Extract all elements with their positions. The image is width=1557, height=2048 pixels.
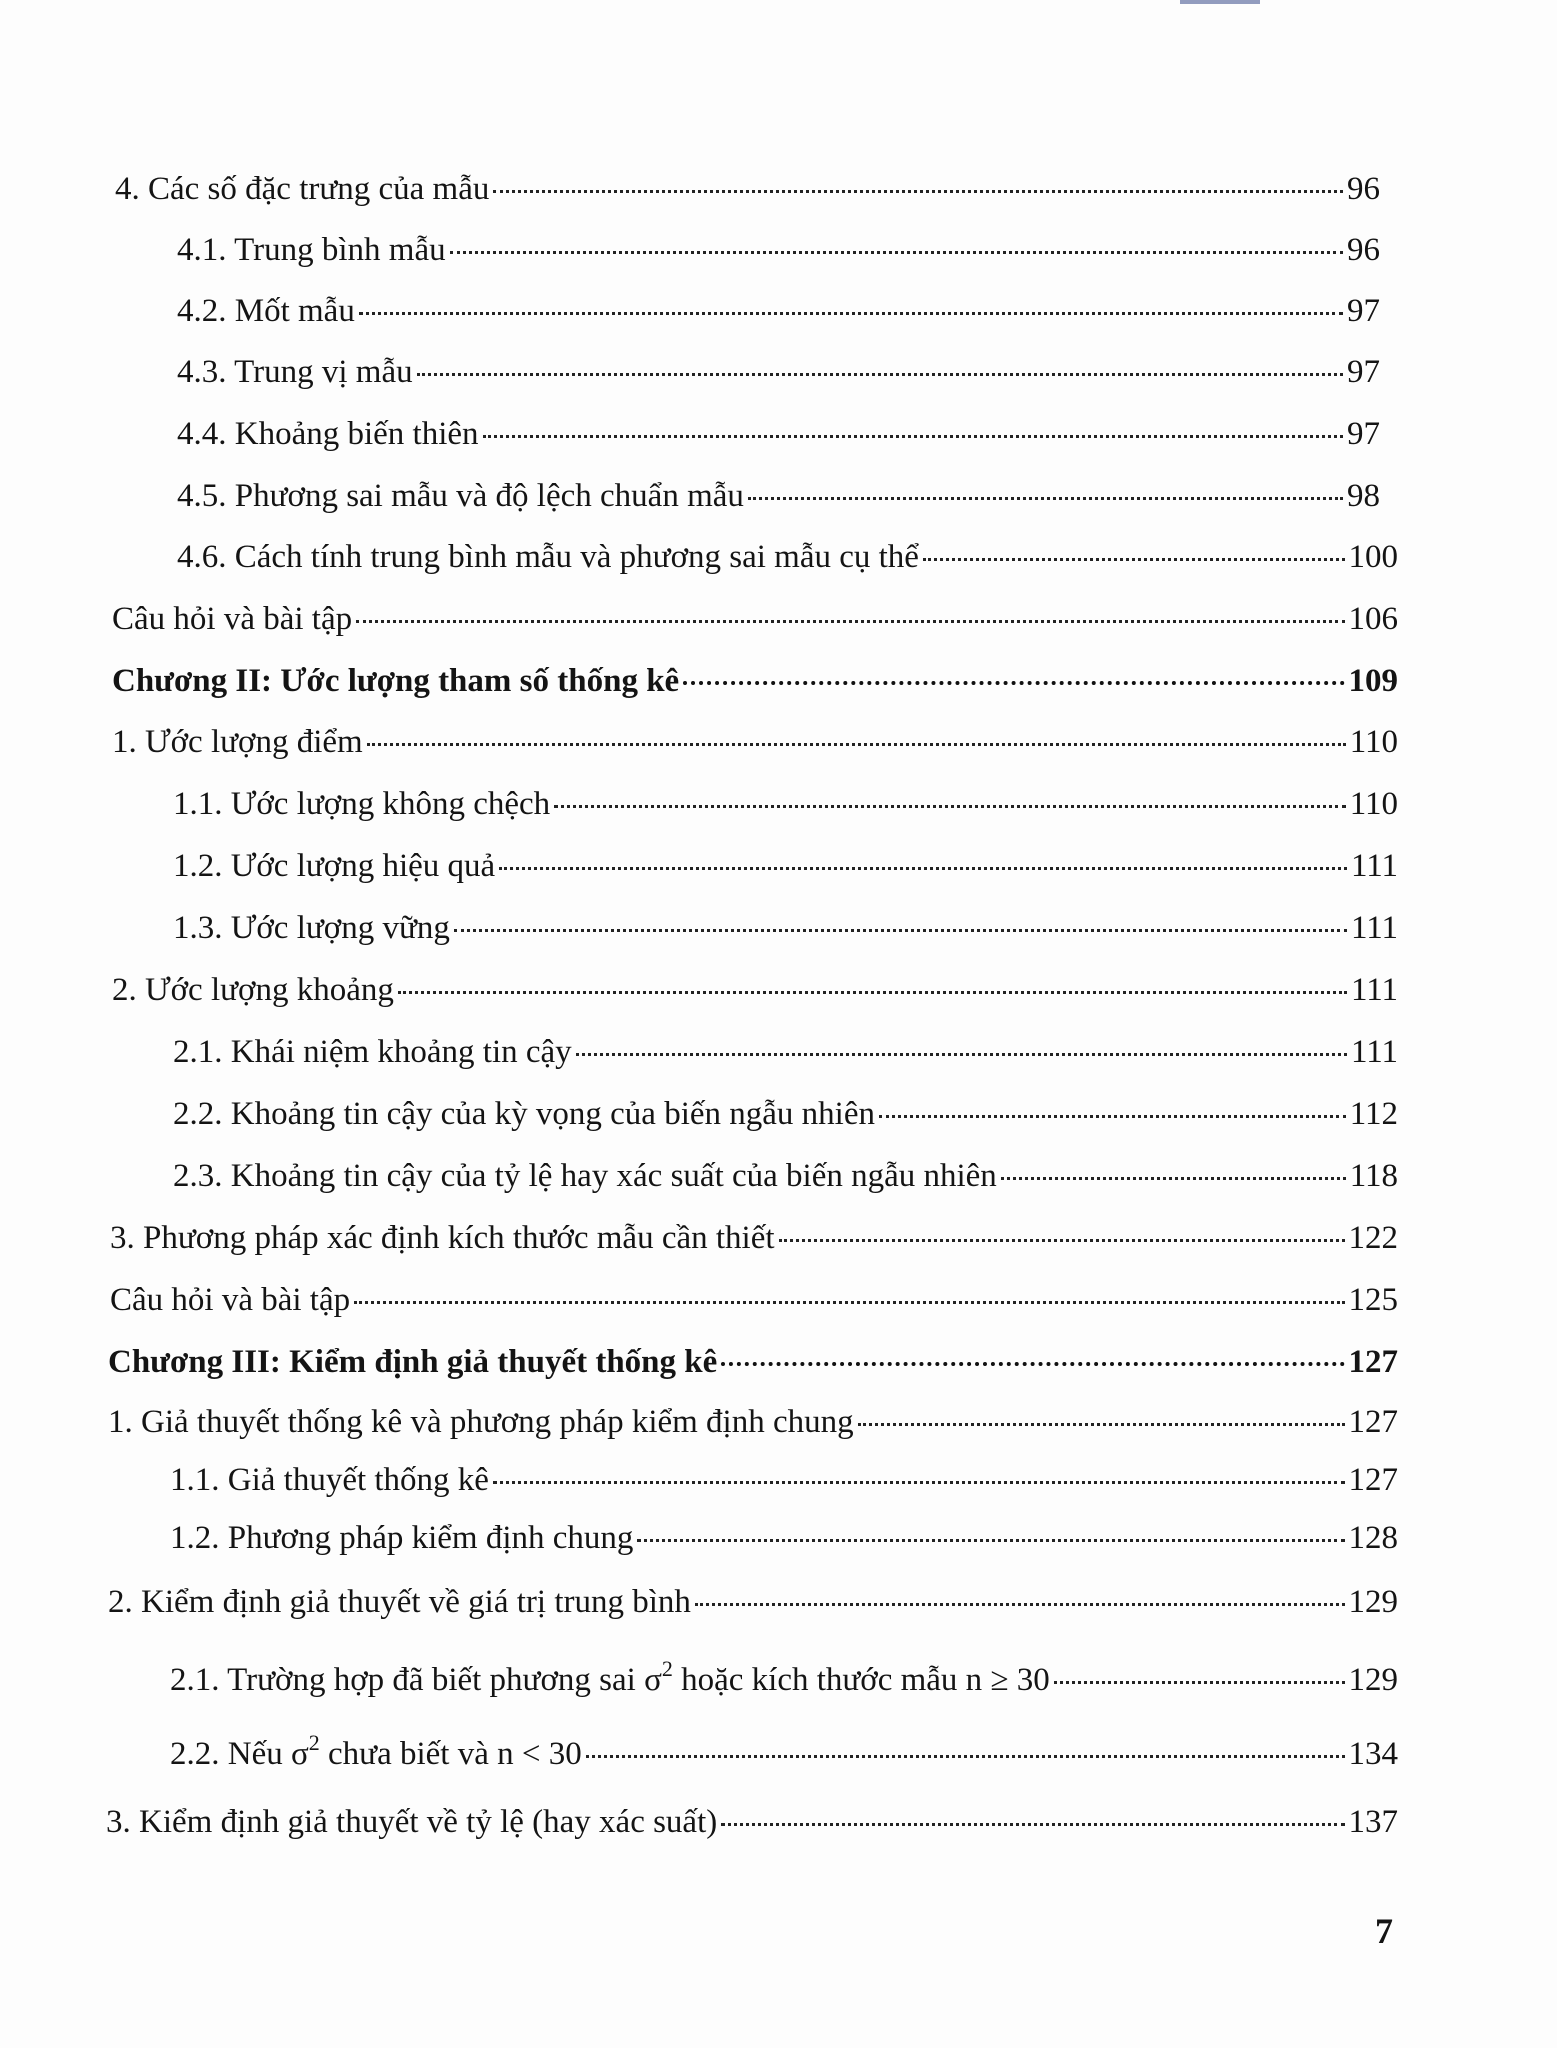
toc-entry-title: 2.3. Khoảng tin cậy của tỷ lệ hay xác suất của biến ngẫu nhiên: [173, 1158, 997, 1194]
toc-entry-page: 96: [1347, 171, 1380, 207]
toc-entry-title: 1. Giả thuyết thống kê và phương pháp kiểm định chung: [108, 1404, 854, 1440]
toc-entry-page: 134: [1348, 1736, 1398, 1772]
toc-entry-title: Câu hỏi và bài tập: [112, 601, 353, 637]
sigma-symbol: σ: [644, 1662, 662, 1698]
toc-entry-title: 4.6. Cách tính trung bình mẫu và phương sai mẫu cụ thể: [177, 539, 919, 575]
toc-entry-title: 4.4. Khoảng biến thiên: [177, 416, 479, 452]
dot-leader: [367, 743, 1346, 746]
title-text: chưa biết và n < 30: [319, 1736, 582, 1772]
toc-entry-title: 1.1. Giả thuyết thống kê: [170, 1462, 489, 1498]
toc-entry-page: 110: [1349, 786, 1398, 822]
toc-entry-page: 118: [1349, 1158, 1398, 1194]
toc-entry-title: 4.2. Mốt mẫu: [177, 293, 355, 329]
toc-entry: [173, 782, 1398, 826]
dot-leader: [417, 373, 1343, 376]
toc-entry: [112, 597, 1398, 641]
toc-chapter-heading: [108, 1340, 1398, 1384]
toc-entry: [177, 289, 1380, 333]
dot-leader: [1001, 1177, 1346, 1180]
toc-entry: [106, 1800, 1398, 1844]
dot-leader: [858, 1423, 1345, 1426]
toc-entry-title: 4. Các số đặc trưng của mẫu: [115, 171, 490, 207]
toc-entry: [173, 1154, 1398, 1198]
title-text: 2.1. Trường hợp đã biết phương sai: [170, 1662, 645, 1698]
toc-entry-page: 125: [1348, 1282, 1398, 1318]
toc-entry-page: 109: [1348, 663, 1398, 699]
toc-entry: [112, 968, 1398, 1012]
dot-leader: [354, 1301, 1344, 1304]
toc-entry: [170, 1732, 1398, 1776]
toc-entry-page: 110: [1349, 724, 1398, 760]
toc-entry-page: 129: [1348, 1584, 1398, 1620]
dot-leader: [454, 929, 1347, 932]
toc-entry: [173, 1030, 1398, 1074]
toc-entry-page: 111: [1350, 848, 1398, 884]
dot-leader: [554, 805, 1346, 808]
toc-entry-page: 111: [1350, 910, 1398, 946]
toc-entry-page: 127: [1348, 1344, 1398, 1380]
dot-leader: [483, 435, 1343, 438]
toc-entry-page: 111: [1350, 1034, 1398, 1070]
toc-entry-page: 100: [1348, 539, 1398, 575]
title-text: hoặc kích thước mẫu n ≥ 30: [672, 1662, 1050, 1698]
toc-entry-page: 129: [1348, 1662, 1398, 1698]
dot-leader: [721, 1823, 1344, 1826]
dot-leader: [398, 991, 1347, 994]
dot-leader: [683, 681, 1344, 685]
toc-entry-page: 137: [1348, 1804, 1398, 1840]
dot-leader: [721, 1362, 1344, 1366]
toc-entry-title: 2. Ước lượng khoảng: [112, 972, 394, 1008]
toc-entry-title: 4.1. Trung bình mẫu: [177, 232, 446, 268]
toc-entry-title: 4.3. Trung vị mẫu: [177, 354, 413, 390]
toc-entry-title: [170, 1732, 582, 1776]
toc-entry-title: 4.5. Phương sai mẫu và độ lệch chuẩn mẫu: [177, 478, 744, 514]
toc-entry-page: 122: [1348, 1220, 1398, 1256]
dot-leader: [695, 1603, 1345, 1606]
toc-entry-title: 1.1. Ước lượng không chệch: [173, 786, 551, 822]
toc-entry-title: Chương III: Kiểm định giả thuyết thống kê: [108, 1344, 718, 1380]
toc-entry-page: 127: [1348, 1462, 1398, 1498]
toc-entry: [177, 412, 1380, 456]
toc-chapter-heading: [112, 659, 1398, 703]
toc-entry: [115, 167, 1380, 211]
toc-entry-page: 127: [1348, 1404, 1398, 1440]
sigma-symbol: σ: [290, 1736, 309, 1772]
toc-entry-page: 97: [1347, 293, 1380, 329]
toc-entry-title: 1.3. Ước lượng vững: [173, 910, 450, 946]
toc-entry-title: Câu hỏi và bài tập: [110, 1282, 351, 1318]
toc-entry-title: 3. Phương pháp xác định kích thước mẫu cần thiết: [110, 1220, 775, 1256]
toc-entry: [108, 1580, 1398, 1624]
dot-leader: [359, 312, 1343, 315]
dot-leader: [586, 1755, 1345, 1758]
toc-entry-title: 2.2. Khoảng tin cậy của kỳ vọng của biến ngẫu nhiên: [173, 1096, 875, 1132]
toc-entry: [173, 1092, 1398, 1136]
toc-entry-title: 1.2. Ước lượng hiệu quả: [173, 848, 496, 884]
toc-entry-page: 96: [1347, 232, 1380, 268]
dot-leader: [493, 190, 1343, 193]
dot-leader: [637, 1539, 1344, 1542]
dot-leader: [923, 558, 1345, 561]
dot-leader: [499, 867, 1347, 870]
toc-entry-title: Chương II: Ước lượng tham số thống kê: [112, 663, 680, 699]
title-text: 2.2. Nếu: [170, 1736, 291, 1772]
dot-leader: [779, 1239, 1345, 1242]
toc-entry: [108, 1400, 1398, 1444]
toc-entry-title: 1.2. Phương pháp kiểm định chung: [170, 1520, 634, 1556]
dot-leader: [1054, 1681, 1345, 1684]
toc-entry-page: 97: [1347, 416, 1380, 452]
dot-leader: [450, 251, 1343, 254]
toc-entry: [177, 535, 1398, 579]
dot-leader: [356, 620, 1344, 623]
toc-entry-page: 128: [1348, 1520, 1398, 1556]
toc-entry: [177, 474, 1380, 518]
toc-entry-title: 2. Kiểm định giả thuyết về giá trị trung bình: [108, 1584, 691, 1620]
toc-entry-page: 97: [1347, 354, 1380, 390]
dot-leader: [748, 497, 1343, 500]
toc-entry: [170, 1458, 1398, 1502]
toc-entry: [170, 1658, 1398, 1702]
toc-entry-title: 2.1. Khái niệm khoảng tin cậy: [173, 1034, 572, 1070]
toc-entry-page: 112: [1349, 1096, 1398, 1132]
dot-leader: [879, 1115, 1346, 1118]
toc-entry: [177, 350, 1380, 394]
toc-entry: [112, 720, 1398, 764]
toc-entry-title: [170, 1658, 1050, 1702]
toc-entry: [110, 1216, 1398, 1260]
dot-leader: [493, 1481, 1345, 1484]
toc-entry-title: 3. Kiểm định giả thuyết về tỷ lệ (hay xác suất): [106, 1804, 718, 1840]
toc-entry: [170, 1516, 1398, 1560]
dot-leader: [576, 1053, 1347, 1056]
toc-entry: [173, 844, 1398, 888]
superscript: 2: [661, 1656, 673, 1681]
toc-entry-page: 106: [1348, 601, 1398, 637]
toc-entry: [173, 906, 1398, 950]
toc-entry: [110, 1278, 1398, 1322]
toc-entry: [177, 228, 1380, 272]
toc-entry-page: 98: [1347, 478, 1380, 514]
page-number: 7: [1375, 1911, 1393, 1951]
superscript: 2: [308, 1730, 320, 1755]
toc-entry-page: 111: [1350, 972, 1398, 1008]
toc-entry-title: 1. Ước lượng điểm: [112, 724, 363, 760]
